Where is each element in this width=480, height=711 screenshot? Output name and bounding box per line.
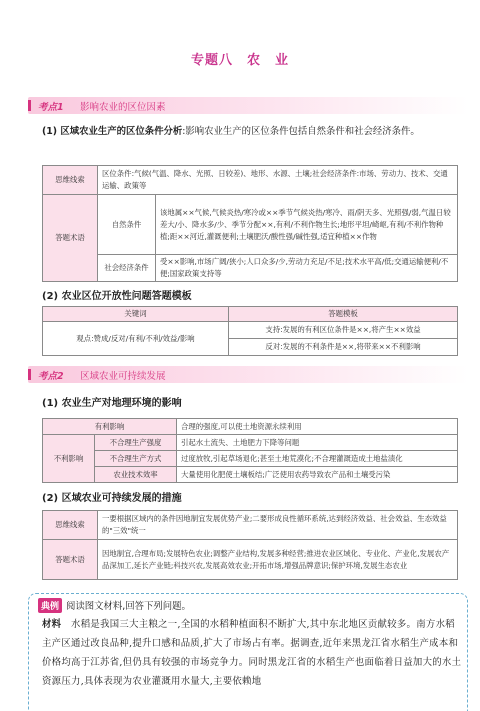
cell-text: 观点:赞成/反对/有利/不利/效益/影响 (43, 322, 229, 356)
subheading: (1) 区域农业生产的区位条件分析 (42, 126, 183, 137)
section-banner-1 (28, 97, 468, 114)
example-intro: 阅读图文材料,回答下列问题。 (66, 601, 191, 612)
cell-text: 因地制宜,合理布局;发展特色农业;调整产业结构,发展多种经营;推进农业区域化、专业化、产业化,发展农产品深加工,延长产业链;科技兴农,发展高效农业;开拓市场,增强品牌意识;保护环境,发展生态农业 (98, 540, 458, 580)
paragraph-location-conditions (42, 124, 458, 140)
cell-text: 反对:发展的不利条件是××,将带来××不利影响 (229, 339, 458, 356)
cell-text: 区位条件:气候(气温、降水、光照、日较差)、地形、水源、土壤;社会经济条件:市场、劳动力、技术、交通运输、政策等 (98, 166, 458, 195)
banner-tag: 考点2 (38, 371, 64, 382)
material-text: 水稻是我国三大主粮之一,全国的水稻种植面积不断扩大,其中东北地区贡献较多。南方水稻主产区通过改良品种,提升口感和品质,扩大了市场占有率。据调查,近年来黑龙江省水稻生产成本和价格均高于江苏省,但仍具有较强的市场竞争力。同时黑龙江省的水稻生产也面临着日益加大的水土资源压力,具体表现为农业灌溉用水量大,主要依赖地 (42, 619, 462, 687)
row-label: 思维线索 (43, 511, 98, 540)
row-label: 不利影响 (43, 435, 95, 483)
banner-title: 影响农业的区位因素 (80, 102, 166, 113)
cell-text: 受××影响,市场广阔/狭小;人口众多/少,劳动力充足/不足;技术水平高/低;交通运输便利/不便;国家政策支持等 (156, 255, 458, 282)
cell-text: 支持:发展的有利区位条件是××,将产生××效益 (229, 322, 458, 339)
cell-text: 该地属××气候,气候炎热/寒冷或××季节气候炎热/寒冷、雨/阴天多、光照强/弱,气温日较差大/小、降水多/少、季节分配××,有利/不利作物生长;地形平坦/崎岖,有利/不利作物种植;距××河近,灌溉便利;土壤肥沃/酸性强/碱性强,适宜种植××作物 (156, 195, 458, 255)
cell-text: 引起水土流失、土地肥力下降等问题 (177, 435, 458, 451)
banner-tag: 考点1 (38, 102, 64, 113)
cell-text: 大量使用化肥使土壤板结;广泛使用农药导致农产品和土壤受污染 (177, 467, 458, 483)
paragraph-text: :影响农业生产的区位条件包括自然条件和社会经济条件。 (182, 126, 420, 137)
subheading: (2) 区域农业可持续发展的措施 (42, 493, 182, 504)
row-label: 有利影响 (43, 419, 177, 435)
column-header: 答题模板 (229, 307, 458, 322)
cell-text: 合理的强度,可以使土地资源永续利用 (177, 419, 458, 435)
column-header: 关键词 (43, 307, 229, 322)
row-label: 答题术语 (43, 195, 98, 282)
cell-text: 过度放牧,引起草场退化;甚至土地荒漠化;不合理灌溉造成土地盐渍化 (177, 451, 458, 467)
location-conditions-table (42, 165, 458, 282)
sustainable-measures-table (42, 510, 458, 580)
banner-accent (28, 100, 31, 111)
sub-label: 社会经济条件 (98, 255, 156, 282)
sub-label: 不合理生产强度 (95, 435, 177, 451)
material-label: 材料 (42, 619, 62, 630)
example-material (42, 615, 462, 691)
sub-label: 自然条件 (98, 195, 156, 255)
subheading: (2) 农业区位开放性问题答题模板 (42, 291, 192, 302)
section-banner-2 (28, 366, 468, 383)
banner-accent (28, 369, 31, 380)
page-title: 专题八 农 业 (190, 53, 289, 68)
row-label: 答题术语 (43, 540, 98, 580)
open-question-template-table (42, 306, 458, 356)
row-label: 思维线索 (43, 166, 98, 195)
subheading: (1) 农业生产对地理环境的影响 (42, 398, 182, 409)
cell-text: 一要根据区域内的条件因地制宜发展优势产业;二要形成良性循环系统,达到经济效益、社会效益、生态效益的"三效"统一 (98, 511, 458, 540)
sub-label: 农业技术效率 (95, 467, 177, 483)
example-tag: 典例 (38, 598, 62, 613)
sub-label: 不合理生产方式 (95, 451, 177, 467)
banner-title: 区域农业可持续发展 (80, 371, 166, 382)
environment-impact-table (42, 418, 458, 483)
